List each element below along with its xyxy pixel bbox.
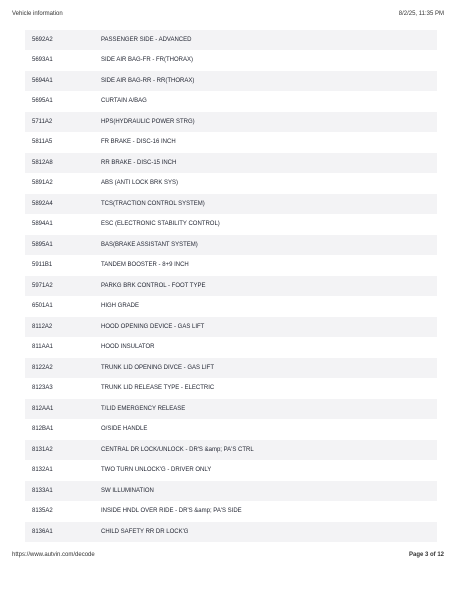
option-description: RR BRAKE - DISC-15 INCH [101,159,177,166]
option-description: PARKG BRK CONTROL - FOOT TYPE [101,282,206,289]
option-code: 8131A2 [32,446,53,453]
option-code: 5692A2 [32,36,53,43]
table-row [25,297,437,317]
option-code: 8123A3 [32,385,53,391]
option-code: 5895A1 [32,241,53,248]
print-datetime: 8/2/25, 11:35 PM [398,11,444,17]
option-description: ABS (ANTI LOCK BRK SYS) [101,180,179,186]
option-code: 5693A1 [32,57,53,63]
option-code: 812AA1 [32,405,54,412]
table-row [25,420,437,440]
option-description: O/SIDE HANDLE [101,426,148,432]
option-code: 8112A2 [32,323,53,330]
option-description: PASSENGER SIDE - ADVANCED [101,36,192,43]
table-row [25,522,437,542]
table-row [25,112,437,132]
option-description: TRUNK LID RELEASE TYPE - ELECTRIC [101,385,215,391]
option-code: 811AA1 [32,344,53,350]
option-code-table [25,30,437,543]
table-row [25,92,437,112]
option-code: 5891A2 [32,180,53,186]
option-code: 8132A1 [32,467,53,473]
source-url: https://www.autvin.com/decode [12,552,95,558]
option-code: 5892A4 [32,200,53,207]
option-description: CURTAIN A/BAG [101,98,147,104]
table-row [25,481,437,501]
table-row [25,133,437,153]
option-code: 6501A1 [32,303,53,309]
option-description: TCS(TRACTION CONTROL SYSTEM) [101,200,205,207]
table-row [25,174,437,194]
option-description: CHILD SAFETY RR DR LOCK'G [101,528,189,535]
page-footer [12,552,444,562]
option-description: TRUNK LID OPENING DIVCE - GAS LIFT [101,364,215,371]
option-description: INSIDE HNDL OVER RIDE - DR'S &amp; PA'S SIDE [101,508,242,514]
table-row [25,276,437,296]
table-row [25,215,437,235]
option-code: 5694A1 [32,77,53,84]
option-code: 8122A2 [32,364,53,371]
option-description: TWO TURN UNLOCK'G - DRIVER ONLY [101,467,212,473]
table-row [25,235,437,255]
option-code: 5812A8 [32,159,53,166]
table-row [25,358,437,378]
option-description: TANDEM BOOSTER - 8+9 INCH [101,262,189,268]
option-description: SIDE AIR BAG-RR - RR(THORAX) [101,77,195,84]
table-row [25,153,437,173]
option-description: SW ILLUMINATION [101,487,154,494]
table-row [25,399,437,419]
table-row [25,338,437,358]
option-code: 5971A2 [32,282,53,289]
option-description: HPS(HYDRAULIC POWER STRG) [101,118,195,125]
option-description: HOOD OPENING DEVICE - GAS LIFT [101,323,205,330]
table-row [25,379,437,399]
table-row [25,461,437,481]
option-code: 5911B1 [32,262,53,268]
page-header [12,11,444,21]
option-code: 8136A1 [32,528,53,535]
option-description: SIDE AIR BAG-FR - FR(THORAX) [101,57,194,63]
option-description: HOOD INSULATOR [101,344,155,350]
option-description: CENTRAL DR LOCK/UNLOCK - DR'S &amp; PA'S CTRL [101,446,254,453]
option-code: 8133A1 [32,487,53,494]
option-code: 5811A5 [32,139,53,145]
option-code: 5711A2 [32,118,53,125]
option-code: 5695A1 [32,98,53,104]
option-code: 812BA1 [32,426,54,432]
table-row [25,440,437,460]
option-description: FR BRAKE - DISC-16 INCH [101,139,176,145]
option-description: HIGH GRADE [101,303,140,309]
table-row [25,502,437,522]
table-row [25,317,437,337]
table-row [25,30,437,50]
table-row [25,194,437,214]
option-code: 8135A2 [32,508,53,514]
table-row [25,51,437,71]
table-row [25,71,437,91]
option-description: T/LID EMERGENCY RELEASE [101,405,186,412]
option-description: BAS(BRAKE ASSISTANT SYSTEM) [101,241,198,248]
option-code: 5894A1 [32,221,53,227]
page-number: Page 3 of 12 [408,552,444,558]
option-description: ESC (ELECTRONIC STABILITY CONTROL) [101,221,220,227]
page-title: Vehicle information [12,11,63,17]
table-row [25,256,437,276]
